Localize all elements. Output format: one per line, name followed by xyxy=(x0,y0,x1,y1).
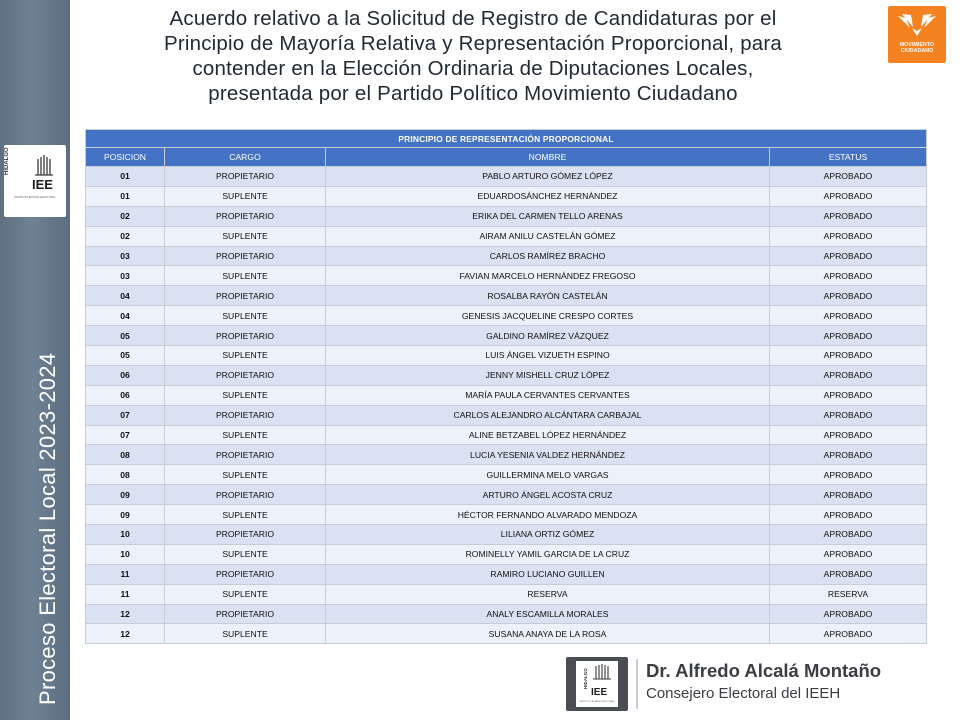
cell-estatus: APROBADO xyxy=(770,365,927,385)
footer-logo-caption: INSTITUTO ESTATAL ELECTORAL xyxy=(579,701,615,703)
logo-caption: INSTITUTO ESTATAL ELECTORAL xyxy=(14,196,56,199)
title-line: Principio de Mayoría Relativa y Representación Proporcional, para xyxy=(163,32,783,55)
sidebar xyxy=(0,0,70,720)
cell-posicion: 09 xyxy=(86,505,165,525)
process-label: Proceso Electoral Local 2023-2024 xyxy=(35,352,60,705)
table-row xyxy=(86,186,927,206)
cell-estatus: APROBADO xyxy=(770,226,927,246)
cell-nombre: HÉCTOR FERNANDO ALVARADO MENDOZA xyxy=(326,505,770,525)
table-row xyxy=(86,564,927,584)
cell-estatus: APROBADO xyxy=(770,604,927,624)
party-name-line2: CIUDADANO xyxy=(900,48,934,54)
cell-nombre: AIRAM ANILU CASTELÁN GÓMEZ xyxy=(326,226,770,246)
title-line: Acuerdo relativo a la Solicitud de Registro de Candidaturas por el xyxy=(169,7,777,30)
table-row xyxy=(86,346,927,366)
cell-nombre: EDUARDOSÁNCHEZ HERNÁNDEZ xyxy=(326,186,770,206)
table-row xyxy=(86,544,927,564)
cell-estatus: APROBADO xyxy=(770,525,927,545)
page-title xyxy=(78,6,868,106)
cell-posicion: 12 xyxy=(86,604,165,624)
cell-posicion: 01 xyxy=(86,186,165,206)
footer-logo-text: IEE xyxy=(591,687,608,698)
party-wordmark xyxy=(888,42,946,54)
cell-cargo: PROPIETARIO xyxy=(165,525,326,545)
candidates-table xyxy=(85,129,927,644)
cell-estatus: APROBADO xyxy=(770,385,927,405)
cell-estatus: APROBADO xyxy=(770,564,927,584)
table-row xyxy=(86,584,927,604)
cell-nombre: LUCIA YESENIA VALDEZ HERNÁNDEZ xyxy=(326,445,770,465)
cell-estatus: APROBADO xyxy=(770,485,927,505)
cell-posicion: 11 xyxy=(86,564,165,584)
cell-cargo: PROPIETARIO xyxy=(165,485,326,505)
cell-estatus: APROBADO xyxy=(770,306,927,326)
table-row xyxy=(86,286,927,306)
cell-nombre: JENNY MISHELL CRUZ LÓPEZ xyxy=(326,365,770,385)
cell-estatus: RESERVA xyxy=(770,584,927,604)
eagle-icon xyxy=(888,6,946,42)
cell-posicion: 09 xyxy=(86,485,165,505)
table-row xyxy=(86,206,927,226)
title-line: contender en la Elección Ordinaria de Diputaciones Locales, xyxy=(192,57,754,80)
table-row xyxy=(86,465,927,485)
logo-state-text: HIDALGO xyxy=(4,147,10,175)
footer-ieeh-logo xyxy=(566,657,628,711)
cell-nombre: ERIKA DEL CARMEN TELLO ARENAS xyxy=(326,206,770,226)
cell-posicion: 04 xyxy=(86,286,165,306)
table-row xyxy=(86,405,927,425)
cell-cargo: PROPIETARIO xyxy=(165,405,326,425)
table-row xyxy=(86,385,927,405)
cell-posicion: 02 xyxy=(86,206,165,226)
cell-posicion: 02 xyxy=(86,226,165,246)
cell-cargo: SUPLENTE xyxy=(165,465,326,485)
cell-posicion: 12 xyxy=(86,624,165,644)
councillor-role: Consejero Electoral del IEEH xyxy=(646,685,841,702)
cell-nombre: ARTURO ÁNGEL ACOSTA CRUZ xyxy=(326,485,770,505)
cell-nombre: PABLO ARTURO GÓMEZ LÓPEZ xyxy=(326,167,770,187)
ieeh-logo-icon xyxy=(4,145,66,217)
table-row xyxy=(86,246,927,266)
cell-estatus: APROBADO xyxy=(770,405,927,425)
cell-nombre: LUIS ÁNGEL VIZUETH ESPINO xyxy=(326,346,770,366)
cell-nombre: RAMIRO LUCIANO GUILLEN xyxy=(326,564,770,584)
cell-nombre: CARLOS RAMÍREZ BRACHO xyxy=(326,246,770,266)
table-body xyxy=(86,167,927,644)
cell-nombre: LILIANA ORTIZ GÓMEZ xyxy=(326,525,770,545)
table-row xyxy=(86,226,927,246)
cell-cargo: PROPIETARIO xyxy=(165,445,326,465)
table-row xyxy=(86,167,927,187)
table-row xyxy=(86,326,927,346)
cell-posicion: 06 xyxy=(86,385,165,405)
column-header-estatus: ESTATUS xyxy=(770,148,927,167)
cell-estatus: APROBADO xyxy=(770,266,927,286)
cell-nombre: SUSANA ANAYA DE LA ROSA xyxy=(326,624,770,644)
cell-posicion: 08 xyxy=(86,465,165,485)
cell-nombre: MARÍA PAULA CERVANTES CERVANTES xyxy=(326,385,770,405)
table-row xyxy=(86,266,927,286)
cell-posicion: 06 xyxy=(86,365,165,385)
table-row xyxy=(86,306,927,326)
table-row xyxy=(86,425,927,445)
cell-estatus: APROBADO xyxy=(770,346,927,366)
table-row xyxy=(86,525,927,545)
cell-estatus: APROBADO xyxy=(770,286,927,306)
cell-estatus: APROBADO xyxy=(770,326,927,346)
cell-cargo: PROPIETARIO xyxy=(165,286,326,306)
cell-posicion: 11 xyxy=(86,584,165,604)
cell-posicion: 07 xyxy=(86,425,165,445)
cell-cargo: PROPIETARIO xyxy=(165,326,326,346)
column-header-cargo: CARGO xyxy=(165,148,326,167)
cell-cargo: SUPLENTE xyxy=(165,266,326,286)
ieeh-footer-icon xyxy=(566,657,628,711)
cell-cargo: SUPLENTE xyxy=(165,346,326,366)
table-banner: PRINCIPIO DE REPRESENTACIÓN PROPORCIONAL xyxy=(86,130,927,148)
footer-logo-state: HIDALGO xyxy=(583,668,588,689)
cell-estatus: APROBADO xyxy=(770,186,927,206)
cell-nombre: GALDINO RAMÍREZ VÁZQUEZ xyxy=(326,326,770,346)
cell-estatus: APROBADO xyxy=(770,505,927,525)
cell-posicion: 05 xyxy=(86,346,165,366)
councillor-name: Dr. Alfredo Alcalá Montaño xyxy=(646,660,882,681)
cell-nombre: ALINE BETZABEL LÓPEZ HERNÁNDEZ xyxy=(326,425,770,445)
party-name-line1: MOVIMIENTO xyxy=(899,42,935,48)
table-row xyxy=(86,505,927,525)
cell-nombre: ROMINELLY YAMIL GARCIA DE LA CRUZ xyxy=(326,544,770,564)
cell-posicion: 03 xyxy=(86,266,165,286)
column-header-posicion: POSICION xyxy=(86,148,165,167)
cell-cargo: SUPLENTE xyxy=(165,505,326,525)
cell-estatus: APROBADO xyxy=(770,624,927,644)
footer-divider xyxy=(636,659,638,709)
cell-cargo: SUPLENTE xyxy=(165,385,326,405)
cell-cargo: SUPLENTE xyxy=(165,226,326,246)
cell-estatus: APROBADO xyxy=(770,246,927,266)
cell-nombre: ANALY ESCAMILLA MORALES xyxy=(326,604,770,624)
cell-estatus: APROBADO xyxy=(770,544,927,564)
cell-cargo: SUPLENTE xyxy=(165,306,326,326)
cell-cargo: PROPIETARIO xyxy=(165,167,326,187)
cell-nombre: ROSALBA RAYÓN CASTELÁN xyxy=(326,286,770,306)
cell-posicion: 10 xyxy=(86,544,165,564)
cell-cargo: SUPLENTE xyxy=(165,624,326,644)
cell-nombre: CARLOS ALEJANDRO ALCÁNTARA CARBAJAL xyxy=(326,405,770,425)
cell-nombre: FAVIAN MARCELO HERNÁNDEZ FREGOSO xyxy=(326,266,770,286)
logo-text: IEE xyxy=(32,177,53,192)
cell-posicion: 01 xyxy=(86,167,165,187)
cell-cargo: PROPIETARIO xyxy=(165,206,326,226)
table-row xyxy=(86,365,927,385)
cell-nombre: GENESIS JACQUELINE CRESPO CORTES xyxy=(326,306,770,326)
cell-estatus: APROBADO xyxy=(770,167,927,187)
cell-cargo: SUPLENTE xyxy=(165,425,326,445)
column-header-nombre: NOMBRE xyxy=(326,148,770,167)
cell-posicion: 07 xyxy=(86,405,165,425)
candidates-table-container xyxy=(85,129,926,644)
cell-posicion: 08 xyxy=(86,445,165,465)
table-row xyxy=(86,624,927,644)
cell-estatus: APROBADO xyxy=(770,206,927,226)
movimiento-ciudadano-logo xyxy=(888,6,946,63)
cell-nombre: RESERVA xyxy=(326,584,770,604)
cell-nombre: GUILLERMINA MELO VARGAS xyxy=(326,465,770,485)
table-row xyxy=(86,485,927,505)
cell-posicion: 04 xyxy=(86,306,165,326)
cell-estatus: APROBADO xyxy=(770,465,927,485)
cell-posicion: 10 xyxy=(86,525,165,545)
cell-cargo: PROPIETARIO xyxy=(165,365,326,385)
cell-cargo: PROPIETARIO xyxy=(165,564,326,584)
cell-cargo: PROPIETARIO xyxy=(165,246,326,266)
table-row xyxy=(86,604,927,624)
cell-posicion: 05 xyxy=(86,326,165,346)
cell-cargo: SUPLENTE xyxy=(165,186,326,206)
cell-estatus: APROBADO xyxy=(770,425,927,445)
cell-cargo: PROPIETARIO xyxy=(165,604,326,624)
title-line: presentada por el Partido Político Movimiento Ciudadano xyxy=(208,82,738,105)
cell-estatus: APROBADO xyxy=(770,445,927,465)
cell-cargo: SUPLENTE xyxy=(165,584,326,604)
ieeh-logo xyxy=(4,145,66,217)
table-row xyxy=(86,445,927,465)
cell-cargo: SUPLENTE xyxy=(165,544,326,564)
cell-posicion: 03 xyxy=(86,246,165,266)
